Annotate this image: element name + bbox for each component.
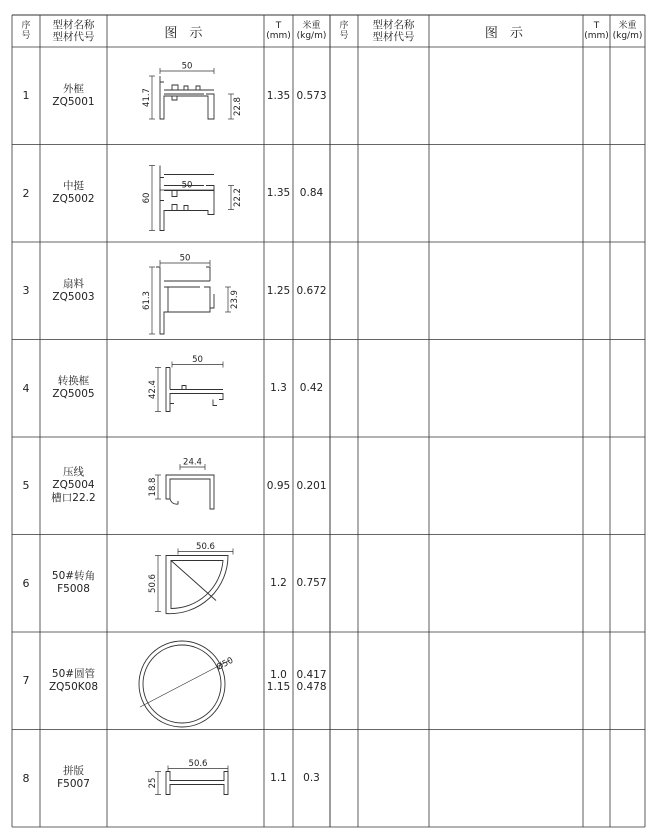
- header-text: T: [593, 21, 600, 31]
- dimension-label: 60: [142, 192, 152, 204]
- header-text: (mm): [266, 31, 291, 41]
- row-number: [12, 730, 40, 828]
- row-number-text: 8: [22, 771, 30, 785]
- dimension-label: 50.6: [196, 542, 215, 552]
- profile-name: [40, 632, 107, 730]
- thickness-value: [264, 730, 293, 828]
- profile-outline: [164, 281, 210, 312]
- thickness-value: [264, 632, 293, 730]
- weight-text: 0.573: [296, 89, 327, 102]
- thickness-text: 1.15: [266, 680, 291, 693]
- header-text: (kg/m): [296, 31, 327, 41]
- profile-drawing-5: [148, 458, 214, 510]
- dimension-label: 25: [148, 777, 158, 789]
- profile-outline: [166, 772, 228, 795]
- header-text: (mm): [584, 31, 609, 41]
- weight-text: 0.757: [296, 577, 327, 590]
- profile-drawing-3: [142, 254, 240, 335]
- profile-drawing-8: [148, 759, 228, 795]
- weight-value: [293, 340, 330, 438]
- row-number: [12, 535, 40, 633]
- header-text: 图 示: [484, 25, 528, 41]
- weight-text: 0.42: [299, 382, 324, 395]
- dimension-label: 24.4: [183, 457, 202, 468]
- dimension-label: Ø50: [214, 655, 236, 673]
- thickness-text: 1.35: [266, 89, 291, 102]
- profile-outline: [170, 368, 223, 390]
- dimension-label: 61.3: [142, 291, 152, 310]
- header-text: 型材名称: [52, 19, 95, 31]
- profile-name-line: ZQ50K08: [48, 680, 99, 693]
- thickness-value: [264, 340, 293, 438]
- header-text: 序: [339, 21, 349, 31]
- thickness-text: 1.0: [270, 668, 287, 681]
- weight-value: [293, 242, 330, 340]
- profile-name-line: 中挺: [63, 180, 84, 193]
- header-text: (kg/m): [612, 31, 643, 41]
- thickness-value: [264, 47, 293, 145]
- profile-name: [40, 437, 107, 535]
- weight-value: [293, 632, 330, 730]
- dimension-label: 22.2: [233, 188, 243, 207]
- profile-name-line: ZQ5001: [52, 95, 95, 108]
- profile-outline: [156, 267, 210, 334]
- thickness-text: 1.3: [270, 382, 287, 395]
- header-thickness: [583, 15, 610, 47]
- dimension-label: 18.8: [148, 477, 158, 497]
- header-text: 序: [21, 21, 31, 31]
- header-text: 型材名称: [372, 19, 415, 31]
- profile-name: [40, 340, 107, 438]
- profile-drawing-1: [142, 62, 243, 120]
- profile-drawing-7: [139, 641, 235, 727]
- thickness-text: 1.1: [270, 772, 287, 785]
- profile-outline: [170, 499, 178, 504]
- profile-outline: [171, 561, 216, 601]
- profile-outline: [170, 400, 217, 406]
- profile-name-line: 转换框: [57, 375, 90, 388]
- header-seq: [12, 15, 40, 47]
- header-text: 号: [21, 31, 31, 41]
- profile-name-line: 50#转角: [51, 570, 96, 583]
- tube-inner: [143, 645, 221, 723]
- profile-drawing-4: [148, 355, 223, 412]
- dimension-label: 50: [181, 180, 193, 191]
- dimension-label: 50: [181, 61, 193, 72]
- profile-outline: [180, 475, 214, 509]
- profile-name: [40, 242, 107, 340]
- dimension-label: 50.6: [188, 759, 208, 769]
- header-text: T: [275, 21, 282, 31]
- header-text: 号: [339, 31, 349, 41]
- weight-text: 0.417: [296, 668, 327, 681]
- row-number: [12, 340, 40, 438]
- header-text: 型材代号: [372, 31, 415, 43]
- profile-drawing-6: [148, 542, 233, 614]
- profile-name-line: 压线: [63, 466, 84, 479]
- weight-text: 0.672: [296, 284, 327, 297]
- row-number: [12, 47, 40, 145]
- weight-text: 0.3: [303, 772, 320, 785]
- row-number: [12, 437, 40, 535]
- row-number-text: 1: [22, 89, 30, 103]
- row-number: [12, 632, 40, 730]
- header-thickness: [264, 15, 293, 47]
- profile-name: [40, 145, 107, 243]
- row-number: [12, 145, 40, 243]
- profile-outline: [166, 475, 180, 499]
- profile-name-line: 扇料: [63, 277, 84, 290]
- profile-name-line: 槽口22.2: [51, 492, 96, 505]
- thickness-text: 0.95: [266, 479, 291, 492]
- dimension-label: 50: [179, 253, 191, 264]
- profile-outline: [160, 178, 164, 201]
- weight-value: [293, 730, 330, 828]
- profile-name-line: ZQ5005: [52, 388, 95, 401]
- header-diagram: [107, 15, 264, 47]
- profile-name: [40, 535, 107, 633]
- header-weight: [293, 15, 330, 47]
- thickness-value: [264, 242, 293, 340]
- tube-outer: [139, 641, 225, 727]
- thickness-value: [264, 437, 293, 535]
- dimension-label: 50: [192, 355, 203, 365]
- header-text: 图 示: [164, 25, 207, 41]
- thickness-text: 1.2: [270, 577, 287, 590]
- weight-text: 0.84: [299, 187, 324, 200]
- row-number-text: 6: [22, 576, 30, 590]
- row-number-text: 3: [22, 284, 30, 298]
- thickness-text: 1.35: [266, 187, 291, 200]
- header-diagram: [429, 15, 583, 47]
- dimension-label: 41.7: [142, 88, 152, 107]
- profile-outline: [172, 191, 188, 211]
- header-text: 米重: [618, 21, 637, 31]
- header-weight: [610, 15, 645, 47]
- row-number-text: 7: [22, 674, 30, 688]
- profile-outline: [160, 76, 214, 119]
- weight-value: [293, 437, 330, 535]
- weight-value: [293, 145, 330, 243]
- profile-name: [40, 47, 107, 145]
- weight-text: 0.201: [296, 479, 327, 492]
- header-name: [358, 15, 429, 47]
- profile-name-line: 拼版: [63, 765, 84, 778]
- weight-value: [293, 47, 330, 145]
- header-text: 米重: [302, 21, 321, 31]
- profile-name-line: ZQ5004: [52, 479, 95, 492]
- profile-outline: [164, 90, 214, 94]
- row-number-text: 2: [22, 186, 30, 200]
- header-text: 型材代号: [52, 31, 95, 43]
- dimension-label: 42.4: [148, 380, 158, 399]
- profile-name-line: ZQ5003: [52, 290, 95, 303]
- profile-outline: [172, 85, 200, 90]
- weight-value: [293, 535, 330, 633]
- thickness-text: 1.25: [266, 284, 291, 297]
- profile-name-line: F5008: [57, 583, 90, 596]
- profile-outline: [160, 166, 214, 231]
- thickness-value: [264, 145, 293, 243]
- header-seq: [330, 15, 358, 47]
- profile-drawing-2: [142, 166, 243, 231]
- row-number-text: 5: [22, 479, 30, 493]
- profile-name-line: 50#圆管: [51, 667, 96, 680]
- profile-name-line: ZQ5002: [52, 193, 95, 206]
- header-name: [40, 15, 107, 47]
- thickness-value: [264, 535, 293, 633]
- dimension-label: 22.8: [233, 97, 243, 116]
- dimension-label: 50.6: [148, 574, 158, 593]
- row-number-text: 4: [22, 381, 30, 395]
- profile-name: [40, 730, 107, 828]
- weight-text: 0.478: [296, 680, 327, 693]
- dimension-label: 23.9: [230, 290, 240, 309]
- profile-name-line: F5007: [57, 778, 90, 791]
- row-number: [12, 242, 40, 340]
- profile-name-line: 外框: [63, 82, 84, 95]
